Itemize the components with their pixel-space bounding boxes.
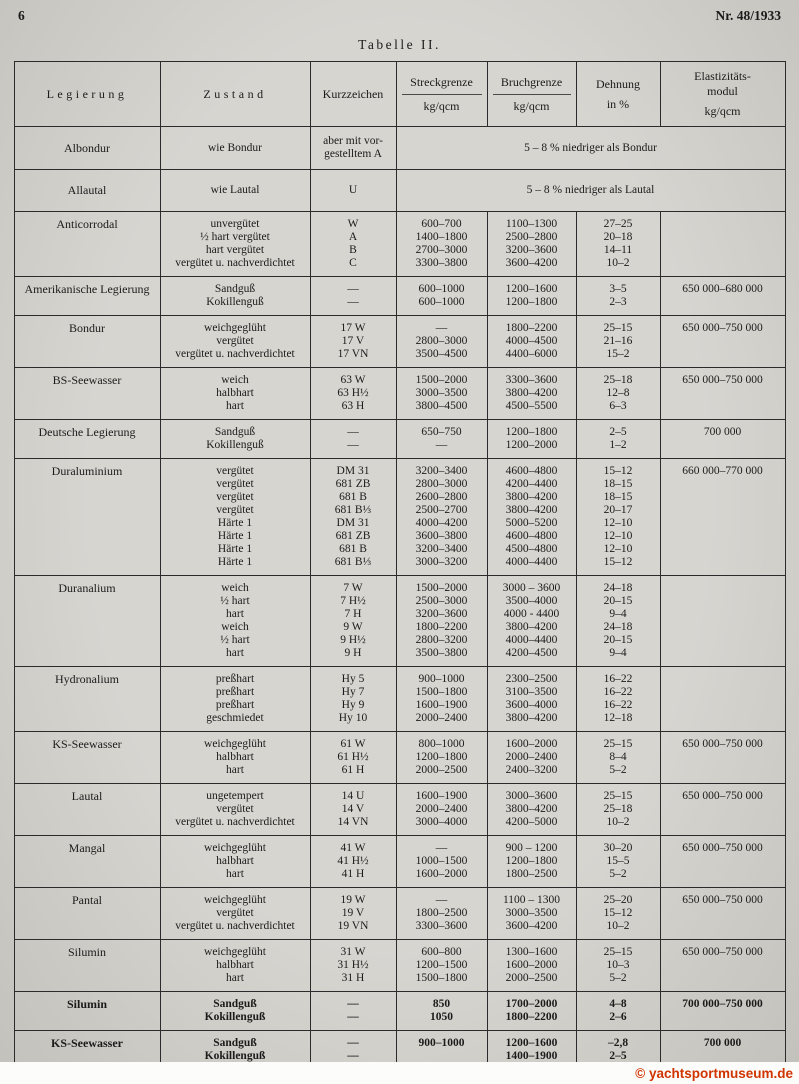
bruchgrenze-cell: 2300–2500 3100–3500 3600–4000 3800–4200 [487,667,576,732]
bruchgrenze-cell: 1200–1800 1200–2000 [487,420,576,459]
dehnung-cell: 25–15 25–18 10–2 [576,784,660,836]
emodul-cell: 660 000–770 000 [660,459,785,576]
col-header-kurzzeichen: Kurzzeichen [310,62,396,127]
kurzzeichen-cell: — — [310,420,396,459]
alloy-properties-table [14,61,786,1070]
dehnung-cell: 30–20 15–5 5–2 [576,836,660,888]
zustand-cell: vergütet vergütet vergütet vergütet Härte 1 Härte 1 Härte 1 Härte 1 [160,459,310,576]
kurzzeichen-cell: 61 W 61 H½ 61 H [310,732,396,784]
alloy-group-row [14,316,785,368]
streckgrenze-cell: 650–750 — [396,420,487,459]
zustand-cell: weichgeglüht vergütet vergütet u. nachverdichtet [160,316,310,368]
alloy-group-row [14,576,785,667]
streckgrenze-cell: 850 1050 [396,992,487,1031]
col-header-emodul: Elastizitäts- modul kg/qcm [660,62,785,127]
bruchgrenze-cell: 1200–1600 1400–1900 [487,1031,576,1070]
dehnung-cell: 25–15 21–16 15–2 [576,316,660,368]
dehnung-cell: 16–22 16–22 16–22 12–18 [576,667,660,732]
kurzzeichen-cell: 31 W 31 H½ 31 H [310,940,396,992]
dehnung-cell: 15–12 18–15 18–15 20–17 12–10 12–10 12–10 15–12 [576,459,660,576]
bruchgrenze-cell: 1800–2200 4000–4500 4400–6000 [487,316,576,368]
emodul-cell: 700 000 [660,420,785,459]
page-number: 6 [18,8,25,23]
alloy-group-row [14,732,785,784]
legierung-cell: Anticorrodal [14,212,160,277]
legierung-cell: Lautal [14,784,160,836]
streckgrenze-cell: 1500–2000 2500–3000 3200–3600 1800–2200 2800–3200 3500–3800 [396,576,487,667]
kurzzeichen-cell: DM 31 681 ZB 681 B 681 B⅓ DM 31 681 ZB 681 B 681 B⅓ [310,459,396,576]
streckgrenze-cell: — 1000–1500 1600–2000 [396,836,487,888]
emodul-cell: 650 000–680 000 [660,277,785,316]
bruchgrenze-cell: 1300–1600 1600–2000 2000–2500 [487,940,576,992]
alloy-group-row [14,170,785,212]
streckgrenze-cell: 600–800 1200–1500 1500–1800 [396,940,487,992]
emodul-cell: 650 000–750 000 [660,316,785,368]
alloy-group-row [14,940,785,992]
alloy-group-row [14,836,785,888]
streckgrenze-cell: — 1800–2500 3300–3600 [396,888,487,940]
dehnung-cell: 2–5 1–2 [576,420,660,459]
alloy-group-row [14,888,785,940]
zustand-cell: weich ½ hart hart weich ½ hart hart [160,576,310,667]
bruchgrenze-cell: 4600–4800 4200–4400 3800–4200 3800–4200 5000–5200 4600–4800 4500–4800 4000–4400 [487,459,576,576]
bruchgrenze-cell: 1200–1600 1200–1800 [487,277,576,316]
bruchgrenze-cell: 1100–1300 2500–2800 3200–3600 3600–4200 [487,212,576,277]
streckgrenze-cell: 600–1000 600–1000 [396,277,487,316]
zustand-cell: ungetempert vergütet vergütet u. nachverdichtet [160,784,310,836]
streckgrenze-cell: 3200–3400 2800–3000 2600–2800 2500–2700 4000–4200 3600–3800 3200–3400 3000–3200 [396,459,487,576]
legierung-cell: Deutsche Legierung [14,420,160,459]
kurzzeichen-cell: Hy 5 Hy 7 Hy 9 Hy 10 [310,667,396,732]
emodul-cell [660,667,785,732]
kurzzeichen-cell: — — [310,1031,396,1070]
zustand-cell: weich halbhart hart [160,368,310,420]
streckgrenze-cell: — 2800–3000 3500–4500 [396,316,487,368]
emodul-cell: 700 000 [660,1031,785,1070]
emodul-cell: 650 000–750 000 [660,784,785,836]
legierung-cell: KS-Seewasser [14,1031,160,1070]
bruchgrenze-cell: 1100 – 1300 3000–3500 3600–4200 [487,888,576,940]
legierung-cell: Pantal [14,888,160,940]
alloy-group-row [14,667,785,732]
streckgrenze-cell: 1500–2000 3000–3500 3800–4500 [396,368,487,420]
kurzzeichen-cell: — — [310,277,396,316]
col-header-dehnung: Dehnung in % [576,62,660,127]
bruchgrenze-cell: 1600–2000 2000–2400 2400–3200 [487,732,576,784]
bruchgrenze-cell: 3300–3600 3800–4200 4500–5500 [487,368,576,420]
dehnung-cell: 25–15 10–3 5–2 [576,940,660,992]
emodul-cell: 650 000–750 000 [660,940,785,992]
legierung-cell: Allautal [14,170,160,212]
legierung-cell: Amerikanische Legierung [14,277,160,316]
legierung-cell: Silumin [14,940,160,992]
emodul-cell: 650 000–750 000 [660,732,785,784]
dehnung-cell: 27–25 20–18 14–11 10–2 [576,212,660,277]
kurzzeichen-cell: 19 W 19 V 19 VN [310,888,396,940]
legierung-cell: Silumin [14,992,160,1031]
zustand-cell: wie Bondur [160,127,310,170]
dehnung-cell: 25–15 8–4 5–2 [576,732,660,784]
dehnung-cell: 4–8 2–6 [576,992,660,1031]
dehnung-cell: 3–5 2–3 [576,277,660,316]
zustand-cell: unvergütet ½ hart vergütet hart vergütet vergütet u. nachverdichtet [160,212,310,277]
col-header-bruchgrenze: Bruchgrenze kg/qcm [487,62,576,127]
alloy-group-row [14,212,785,277]
alloy-group-row [14,459,785,576]
issue-number: Nr. 48/1933 [715,8,781,23]
zustand-cell: Sandguß Kokillenguß [160,277,310,316]
bruchgrenze-cell: 900 – 1200 1200–1800 1800–2500 [487,836,576,888]
legierung-cell: Bondur [14,316,160,368]
col-header-zustand: Zustand [160,62,310,127]
emodul-cell [660,212,785,277]
table-body [14,127,785,1070]
zustand-cell: wie Lautal [160,170,310,212]
table-head [14,62,785,127]
alloy-group-row [14,277,785,316]
bruchgrenze-cell: 1700–2000 1800–2200 [487,992,576,1031]
emodul-cell: 650 000–750 000 [660,888,785,940]
zustand-cell: weichgeglüht halbhart hart [160,836,310,888]
header-divider [402,94,482,95]
kurzzeichen-cell: 41 W 41 H½ 41 H [310,836,396,888]
watermark-bar [0,1062,799,1084]
dehnung-cell: 24–18 20–15 9–4 24–18 20–15 9–4 [576,576,660,667]
note-cell: 5 – 8 % niedriger als Bondur [396,127,785,170]
dehnung-cell: 25–18 12–8 6–3 [576,368,660,420]
legierung-cell: Albondur [14,127,160,170]
kurzzeichen-cell: U [310,170,396,212]
alloy-group-row [14,784,785,836]
legierung-cell: Mangal [14,836,160,888]
legierung-cell: KS-Seewasser [14,732,160,784]
header-divider [493,94,571,95]
dehnung-cell: –2,8 2–5 [576,1031,660,1070]
col-header-legierung: Legierung [14,62,160,127]
zustand-cell: weichgeglüht vergütet vergütet u. nachverdichtet [160,888,310,940]
page-header [0,0,799,24]
streckgrenze-cell: 600–700 1400–1800 2700–3000 3300–3800 [396,212,487,277]
alloy-group-row [14,368,785,420]
kurzzeichen-cell: aber mit vor- gestelltem A [310,127,396,170]
alloy-group-row [14,992,785,1031]
col-header-streckgrenze: Streckgrenze kg/qcm [396,62,487,127]
kurzzeichen-cell: — — [310,992,396,1031]
zustand-cell: preßhart preßhart preßhart geschmiedet [160,667,310,732]
alloy-group-row [14,420,785,459]
kurzzeichen-cell: 17 W 17 V 17 VN [310,316,396,368]
kurzzeichen-cell: 14 U 14 V 14 VN [310,784,396,836]
bruchgrenze-cell: 3000 – 3600 3500–4000 4000 - 4400 3800–4200 4000–4400 4200–4500 [487,576,576,667]
kurzzeichen-cell: W A B C [310,212,396,277]
legierung-cell: Duranalium [14,576,160,667]
zustand-cell: Sandguß Kokillenguß [160,420,310,459]
kurzzeichen-cell: 7 W 7 H½ 7 H 9 W 9 H½ 9 H [310,576,396,667]
streckgrenze-cell: 900–1000 [396,1031,487,1070]
zustand-cell: weichgeglüht halbhart hart [160,732,310,784]
dehnung-cell: 25–20 15–12 10–2 [576,888,660,940]
zustand-cell: weichgeglüht halbhart hart [160,940,310,992]
streckgrenze-cell: 1600–1900 2000–2400 3000–4000 [396,784,487,836]
streckgrenze-cell: 800–1000 1200–1800 2000–2500 [396,732,487,784]
watermark-text: © yachtsportmuseum.de [635,1065,793,1081]
bruchgrenze-cell: 3000–3600 3800–4200 4200–5000 [487,784,576,836]
note-cell: 5 – 8 % niedriger als Lautal [396,170,785,212]
emodul-cell: 650 000–750 000 [660,368,785,420]
emodul-cell: 700 000–750 000 [660,992,785,1031]
emodul-cell [660,576,785,667]
header-row [14,62,785,127]
legierung-cell: BS-Seewasser [14,368,160,420]
streckgrenze-cell: 900–1000 1500–1800 1600–1900 2000–2400 [396,667,487,732]
zustand-cell: Sandguß Kokillenguß [160,992,310,1031]
emodul-cell: 650 000–750 000 [660,836,785,888]
legierung-cell: Hydronalium [14,667,160,732]
zustand-cell: Sandguß Kokillenguß [160,1031,310,1070]
table-title: Tabelle II. [358,37,441,52]
kurzzeichen-cell: 63 W 63 H½ 63 H [310,368,396,420]
alloy-group-row [14,127,785,170]
legierung-cell: Duraluminium [14,459,160,576]
